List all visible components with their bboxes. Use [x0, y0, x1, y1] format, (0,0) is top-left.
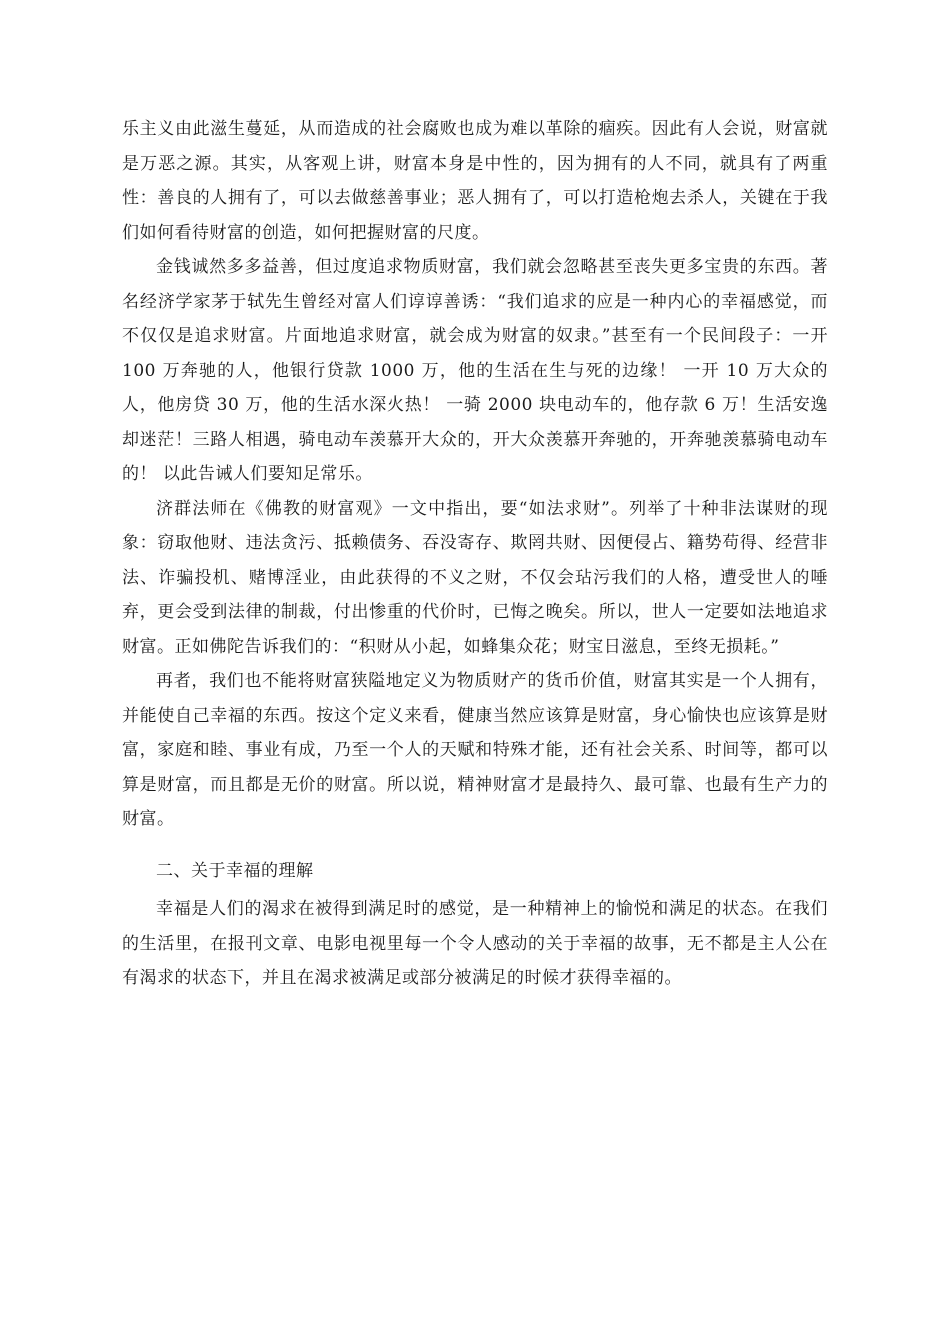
paragraph-wealth-definition: 再者，我们也不能将财富狭隘地定义为物质财产的货币价值，财富其实是一个人拥有，并能使自己幸福的东西。按这个定义来看，健康当然应该算是财富，身心愉快也应该算是财富，家庭和睦、事业有成，乃至一个人的天赋和特殊才能，还有社会关系、时间等，都可以算是财富，而且都是无价的财富。所以说，精神财富才是最持久、最可靠、也最有生产力的财富。 — [122, 671, 828, 829]
paragraph-money-pursuit: 金钱诚然多多益善，但过度追求物质财富，我们就会忽略甚至丧失更多宝贵的东西。著名经济学家茅于轼先生曾经对富人们谆谆善诱：“我们追求的应是一种内心的幸福感觉，而不仅仅是追求财富。片面地追求财富，就会成为财富的奴隶。”甚至有一个民间段子：一开 100 万奔驰的人，他银行贷款 1000 万，他的生活在生与死的边缘！ 一开 10 万大众的人，他房贷 30 万，他的生活水深火热！ 一骑 2000 块电动车的，他存款 6 万！生活安逸却迷茫！三路人相遇，骑电动车羡慕开大众的，开大众羡慕开奔驰的，开奔驰羡慕骑电动车的！ 以此告诫人们要知足常乐。 — [122, 257, 828, 484]
paragraph-buddhist-wealth: 济群法师在《佛教的财富观》一文中指出，要“如法求财”。列举了十种非法谋财的现象：窃取他财、违法贪污、抵赖债务、吞没寄存、欺罔共财、因便侵占、籍势苟得、经营非法、诈骗投机、赌博淫业，由此获得的不义之财，不仅会玷污我们的人格，遭受世人的唾弃，更会受到法律的制裁，付出惨重的代价时，已悔之晚矣。所以，世人一定要如法地追求财富。正如佛陀告诉我们的：“积财从小起，如蜂集众花；财宝日滋息，至终无损耗。” — [122, 498, 828, 657]
section-heading: 二、关于幸福的理解 — [156, 860, 314, 881]
body-text — [122, 112, 828, 996]
paragraph-happiness: 幸福是人们的渴求在被得到满足时的感觉，是一种精神上的愉悦和满足的状态。在我们的生活里，在报刊文章、电影电视里每一个令人感动的关于幸福的故事，无不都是主人公在有渴求的状态下，并且在渴求被满足或部分被满足的时候才获得幸福的。 — [122, 899, 828, 988]
paragraph-continuation: 乐主义由此滋生蔓延，从而造成的社会腐败也成为难以革除的痼疾。因此有人会说，财富就是万恶之源。其实，从客观上讲，财富本身是中性的，因为拥有的人不同，就具有了两重性：善良的人拥有了，可以去做慈善事业；恶人拥有了，可以打造枪炮去杀人，关键在于我们如何看待财富的创造，如何把握财富的尺度。 — [122, 119, 828, 243]
